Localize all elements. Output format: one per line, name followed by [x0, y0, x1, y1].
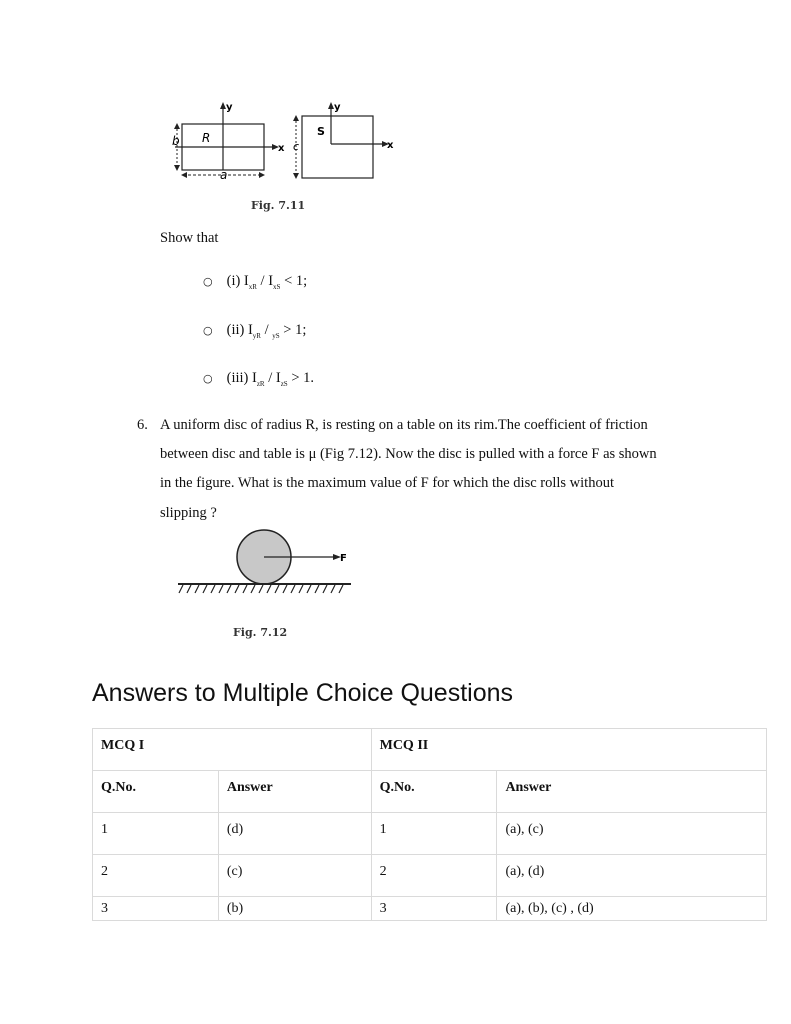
label-y-s: y [334, 102, 341, 113]
ground-hatching [179, 585, 343, 593]
question-6-line-1: A uniform disc of radius R, is resting on a table on its rim.The coefficient of friction [160, 417, 648, 433]
table-cell: 1 [371, 813, 497, 855]
label-b: b [172, 134, 180, 148]
list-item: ○ (ii) $I_{yR} / _{yS} > 1$; [203, 322, 307, 340]
table-row [93, 771, 767, 813]
fig-7-12-caption: Fig. 7.12 [233, 626, 288, 639]
table-cell: (c) [218, 855, 371, 897]
table-cell: 1 [93, 813, 219, 855]
col-answer-header: Answer [218, 771, 371, 813]
table-cell: (a), (b), (c) , (d) [497, 897, 767, 921]
figure-7-11 [165, 98, 405, 188]
list-item: ○ (iii) $I_{zR} / I_{zS} > 1$. [203, 370, 315, 388]
label-c: c [293, 140, 300, 153]
table-cell: 3 [93, 897, 219, 921]
mcq-ii-header: MCQ II [371, 729, 766, 771]
label-y-r: y [226, 102, 233, 113]
table-cell: (b) [218, 897, 371, 921]
label-s: S [317, 125, 325, 138]
list-item: ○ (i) $I_{xR} / I_{xS} < 1$; [203, 273, 308, 291]
col-qno-header: Q.No. [371, 771, 497, 813]
show-that-text: Show that [160, 230, 219, 246]
table-cell: 3 [371, 897, 497, 921]
table-row [93, 855, 767, 897]
table-cell: 2 [371, 855, 497, 897]
label-x-s: x [387, 140, 394, 151]
answers-table [92, 728, 767, 921]
label-x-r: x [278, 143, 285, 154]
question-6-number: 6. [137, 417, 148, 433]
mcq-i-header: MCQ I [93, 729, 372, 771]
answers-heading: Answers to Multiple Choice Questions [92, 679, 514, 707]
label-r: R [202, 131, 211, 145]
table-row [93, 729, 767, 771]
label-a: a [220, 168, 228, 182]
col-qno-header: Q.No. [93, 771, 219, 813]
table-cell: (d) [218, 813, 371, 855]
bullet-circle: ○ [203, 324, 213, 337]
table-cell: (a), (d) [497, 855, 767, 897]
figure-7-12 [175, 528, 360, 600]
fig-7-11-caption: Fig. 7.11 [251, 199, 306, 212]
table-row [93, 897, 767, 921]
square-s [302, 116, 373, 178]
table-cell: (a), (c) [497, 813, 767, 855]
bullet-circle: ○ [203, 372, 213, 385]
label-f: F [340, 553, 347, 564]
question-6-line-2: between disc and table is μ (Fig 7.12). Now the disc is pulled with a force F as shown [160, 446, 657, 462]
table-row [93, 813, 767, 855]
col-answer-header: Answer [497, 771, 767, 813]
table-cell: 2 [93, 855, 219, 897]
question-6-line-3: in the figure. What is the maximum value of F for which the disc rolls without [160, 475, 614, 491]
question-6-line-4: slipping ? [160, 505, 217, 521]
bullet-circle: ○ [203, 275, 213, 288]
